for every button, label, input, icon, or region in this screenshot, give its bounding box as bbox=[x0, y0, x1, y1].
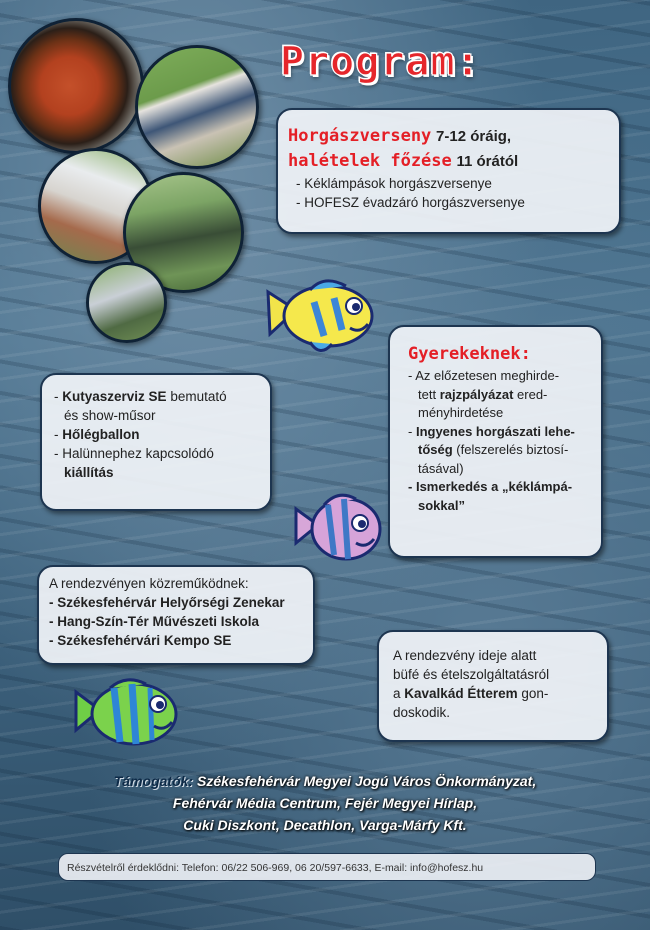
program-list bbox=[296, 174, 609, 212]
yellow-fish-icon bbox=[262, 272, 380, 362]
kids-item-3-text: Ismerkedés a „kéklámpá- bbox=[415, 479, 573, 494]
list-item: - Székesfehérvár Helyőrségi Zenekar bbox=[49, 593, 303, 612]
kids-item-2-text: tásával) bbox=[418, 460, 464, 476]
fishing-contest-label: Horgászverseny bbox=[288, 126, 432, 146]
green-fish-icon bbox=[70, 672, 185, 754]
free-fishing-label: Ingyenes horgászati lehe- bbox=[415, 423, 575, 439]
kids-item-1-line: - Az előzetesen meghirde- bbox=[408, 368, 560, 383]
contact-bar bbox=[58, 853, 596, 881]
kids-item-1-text: ményhirdetése bbox=[418, 405, 504, 420]
kids-item-2-line bbox=[408, 460, 589, 479]
activity-item-1-cont: és show-műsor bbox=[64, 408, 156, 423]
purple-fish-icon bbox=[290, 483, 385, 571]
dog-service-label: Kutyaszerviz SE bbox=[62, 389, 167, 404]
kids-item-2-text: (felszerelés biztosí- bbox=[456, 442, 569, 457]
kids-item-3 bbox=[402, 478, 589, 515]
list-item: - Hang-Szín-Tér Művészeti Iskola bbox=[49, 612, 303, 631]
catering-line-1: A rendezvény ideje alatt bbox=[393, 648, 537, 663]
kids-item-1-line bbox=[408, 386, 589, 405]
list-item: - HOFESZ évadzáró horgászversenye bbox=[296, 193, 609, 212]
kids-item-3-line bbox=[408, 497, 589, 516]
sponsors bbox=[40, 770, 610, 836]
exhibition-label: kiállítás bbox=[64, 465, 114, 480]
program-line-2 bbox=[288, 149, 609, 174]
program-box bbox=[276, 108, 621, 234]
contact-text: Részvételről érdeklődni: Telefon: 06/22 506-969, 06 20/597-6633, E-mail: bbox=[67, 862, 408, 874]
list-item: - Székesfehérvári Kempo SE bbox=[49, 631, 303, 650]
sponsors-line-3: Cuki Diszkont, Decathlon, Varga-Márfy Kft. bbox=[183, 817, 467, 833]
sponsors-text: Székesfehérvár Megyei Jogú Város Önkormányzat, bbox=[196, 773, 537, 789]
list-item: - Kéklámpások horgászversenye bbox=[296, 174, 609, 193]
contact-email-link[interactable]: info@hofesz.hu bbox=[410, 862, 484, 874]
program-line-1 bbox=[288, 124, 609, 149]
catering-line-3 bbox=[393, 684, 599, 703]
catering-line-2: büfé és ételszolgáltatásról bbox=[393, 667, 550, 682]
kids-item-1-text: ered- bbox=[517, 386, 548, 402]
kids-item-1-line bbox=[408, 404, 589, 423]
activity-item-3: - Halünnephez kapcsolódó bbox=[54, 446, 214, 461]
sponsors-lead: Támogatók: bbox=[113, 773, 194, 789]
fishing-man-photo bbox=[86, 262, 167, 343]
fish-cooking-time: 11 órától bbox=[456, 153, 519, 170]
catering-box bbox=[377, 630, 609, 742]
restaurant-name: Kavalkád Étterem bbox=[404, 686, 518, 701]
kids-item-3-text: sokkal” bbox=[418, 497, 465, 513]
sponsors-line-2: Fehérvár Média Centrum, Fejér Megyei Hírlap, bbox=[172, 795, 478, 811]
hot-air-balloon-label: Hőlégballon bbox=[62, 427, 140, 442]
sponsors-line-1 bbox=[40, 770, 610, 792]
kids-item-1 bbox=[402, 367, 589, 423]
kids-heading: Gyerekeknek: bbox=[408, 344, 531, 364]
kids-item-3-line: - Ismerkedés a „kéklámpá- bbox=[408, 479, 573, 494]
kids-item-1-text: Az előzetesen meghirde- bbox=[415, 368, 560, 383]
kids-item-2 bbox=[402, 423, 589, 479]
free-fishing-label: tőség bbox=[418, 442, 453, 457]
activity-item-2: - Hőlégballon bbox=[54, 427, 140, 442]
partners-box bbox=[37, 565, 315, 665]
drawing-contest-label: rajzpályázat bbox=[439, 386, 514, 402]
activity-text: Halünnephez kapcsolódó bbox=[62, 446, 214, 461]
activity-text: bemutató bbox=[170, 389, 227, 404]
partners-list bbox=[49, 593, 303, 650]
activity-item-1: - Kutyaszerviz SE bemutató bbox=[54, 389, 227, 404]
kids-item-1-text: tett bbox=[418, 386, 437, 402]
partners-heading: A rendezvényen közreműködnek: bbox=[49, 576, 249, 591]
cooks-photo bbox=[135, 45, 259, 169]
catering-text: gon- bbox=[521, 686, 549, 701]
kids-item-2-line: - Ingyenes horgászati lehe- bbox=[408, 423, 575, 439]
kids-item-2-line bbox=[408, 441, 589, 460]
catering-text: a bbox=[393, 686, 401, 701]
page-title: Program: bbox=[280, 39, 481, 85]
fish-cooking-label: halételek főzése bbox=[288, 151, 452, 171]
activities-box bbox=[40, 373, 272, 511]
kids-box bbox=[388, 325, 603, 558]
soup-cauldron-photo bbox=[8, 18, 144, 154]
fishing-contest-time: 7-12 óráig, bbox=[436, 128, 512, 145]
catering-line-4: doskodik. bbox=[393, 705, 451, 720]
